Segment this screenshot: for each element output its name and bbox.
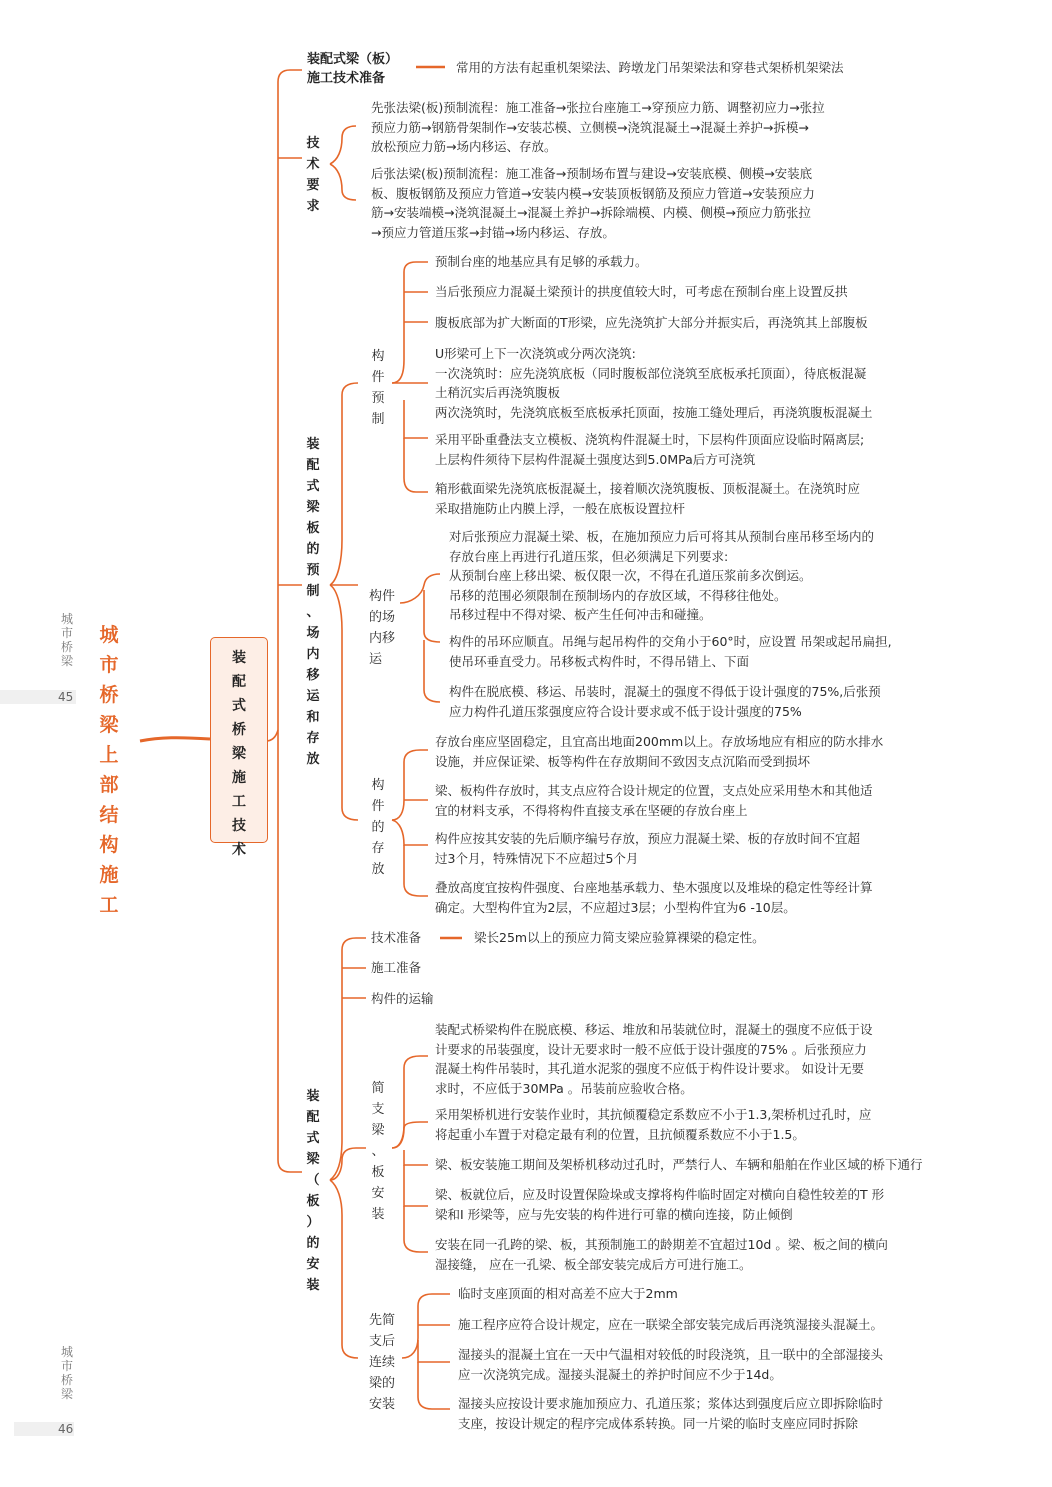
sec3-sub1-item: 箱形截面梁先浇筑底板混凝土，接着顺次浇筑腹板、顶板混凝土。在浇筑时应 采取措施防止内膜上浮，一般在底板设置拉杆	[435, 481, 861, 516]
sec4-label: 装 配 式 梁 （ 板 ） 的 安 装	[306, 1089, 320, 1293]
sec4-sub2-item: 湿接头应按设计要求施加预应力、孔道压浆；浆体达到强度后应立即拆除临时 支座，按设计规定的程序完成体系转换。同一片梁的临时支座应同时拆除	[458, 1396, 884, 1431]
sec4-tech-prep: 技术准备	[371, 930, 422, 945]
sec3-sub3-label: 构 件 的 存 放	[371, 778, 385, 877]
sec4-transport: 构件的运输	[371, 991, 434, 1006]
sec2-item-posttension: 后张法梁(板)预制流程：施工准备→预制场布置与建设→安装底模、侧模→安装底 板、腹板钢筋及预应力管道→安装内模→安装顶板钢筋及预应力管道→安装预应力 筋→安装端模→浇筑混凝土→混凝土养护→拆除端模、内模、侧模→预应力筋张拉 →预应力管道压浆→封锚→场内移运、存放。	[371, 166, 815, 240]
sec3-sub1-item: 当后张预应力混凝土梁预计的拱度值较大时，可考虑在预制台座上设置反拱	[435, 284, 848, 299]
sec4-sub1-item: 采用架桥机进行安装作业时，其抗倾覆稳定系数应不小于1.3,架桥机过孔时，应 将起重小车置于对稳定最有利的位置，且抗倾覆系数应不小于1.5。	[435, 1107, 872, 1142]
sec1-heading: 装配式梁（板） 施工技术准备	[307, 52, 399, 86]
side-label-top: 城 市 桥 梁	[60, 612, 73, 668]
sec3-label: 装 配 式 梁 板 的 预 制 、 场 内 移 运 和 存 放	[306, 437, 320, 767]
sec4-sub1-item: 梁、板安装施工期间及架桥机移动过孔时，严禁行人、车辆和船舶在作业区域的桥下通行	[435, 1157, 923, 1172]
sec3-sub3-item: 存放台座应坚固稳定，且宜高出地面200mm以上。存放场地应有相应的防水排水 设施，并应保证梁、板等构件在存放期间不致因支点沉陷而受到损坏	[435, 734, 884, 769]
sec3-sub3-item: 梁、板构件存放时，其支点应符合设计规定的位置，支点处应采用垫木和其他适 宜的材料支承，不得将构件直接支承在坚硬的存放台座上	[435, 783, 873, 818]
sec3-sub3-item: 叠放高度宜按构件强度、台座地基承载力、垫木强度以及堆垛的稳定性等经计算 确定。大型构件宜为2层，不应超过3层；小型构件宜为6 -10层。	[435, 880, 873, 915]
sec3-sub2-label: 构件 的场 内移 运	[369, 589, 396, 667]
center-topic-box	[210, 637, 268, 858]
page-number-top: 45	[58, 690, 74, 704]
sec3-sub2-item: 对后张预应力混凝土梁、板，在施加预应力后可将其从预制台座吊移至场内的 存放台座上再进行孔道压浆，但必须满足下列要求: 从预制台座上移出梁、板仅限一次，不得在孔道压浆前多次倒运。 吊移的范围必须限制在预制场内的存放区域，不得移往他处。 吊移过程中不得对梁、板产生任何冲击和碰撞。	[449, 529, 875, 622]
sec4-sub2-label: 先简 支后 连续 梁的 安装	[369, 1313, 396, 1412]
sec3-sub1-item: 腹板底部为扩大断面的T形梁，应先浇筑扩大部分并振实后，再浇筑其上部腹板	[435, 315, 868, 330]
sec3-sub2-item: 构件在脱底模、移运、吊装时，混凝土的强度不得低于设计强度的75%,后张预 应力构件孔道压浆强度应符合设计要求或不低于设计强度的75%	[449, 684, 881, 719]
page-number-bottom: 46	[58, 1422, 74, 1436]
sec4-sub1-item: 梁、板就位后，应及时设置保险垛或支撑将构件临时固定对横向自稳性较差的T 形 梁和I 形梁等，应与先安装的构件进行可靠的横向连接，防止倾倒	[435, 1187, 885, 1222]
sec4-tech-prep-text: 梁长25m以上的预应力简支梁应验算裸梁的稳定性。	[474, 930, 765, 945]
sec3-sub2-item: 构件的吊环应顺直。吊绳与起吊构件的交角小于60°时，应设置 吊架或起吊扁担, 使吊环垂直受力。吊移板式构件时，不得吊错上、下面	[449, 634, 892, 669]
sec3-sub1-item: U形梁可上下一次浇筑或分两次浇筑: 一次浇筑时：应先浇筑底板（同时腹板部位浇筑至底板承托顶面），待底板混凝 土稍沉实后再浇筑腹板 两次浇筑时，先浇筑底板至底板承托顶面，按施工缝处理后，再浇筑腹板混凝土	[435, 346, 873, 420]
sec2-item-pretension: 先张法梁(板)预制流程：施工准备→张拉台座施工→穿预应力筋、调整初应力→张拉 预应力筋→钢筋骨架制作→安装芯模、立侧模→浇筑混凝土→混凝土养护→拆模→ 放松预应力筋→场内移运、存放。	[371, 100, 825, 154]
sec3-sub1-item: 采用平卧重叠法支立模板、浇筑构件混凝土时，下层构件顶面应设临时隔离层; 上层构件须待下层构件混凝土强度达到5.0MPa后方可浇筑	[435, 432, 865, 467]
sec3-sub3-item: 构件应按其安装的先后顺序编号存放，预应力混凝土梁、板的存放时间不宜超 过3个月，特殊情况下不应超过5个月	[435, 831, 861, 866]
sec4-sub2-item: 施工程序应符合设计规定，应在一联梁全部安装完成后再浇筑湿接头混凝土。	[458, 1317, 884, 1332]
sec4-sub2-item: 临时支座顶面的相对高差不应大于2mm	[458, 1286, 678, 1301]
sec4-sub1-item: 安装在同一孔跨的梁、板，其预制施工的龄期差不宜超过10d 。梁、板之间的横向 湿接缝， 应在一孔梁、板全部安装完成后方可进行施工。	[435, 1237, 888, 1272]
sec1-text: 常用的方法有起重机架梁法、跨墩龙门吊架梁法和穿巷式架桥机架梁法	[456, 60, 844, 75]
center-topic-text: 装 配 式 桥 梁 施 工 技 术	[232, 650, 246, 858]
side-label-bottom: 城 市 桥 梁	[60, 1345, 73, 1401]
sec3-sub1-label: 构 件 预 制	[371, 349, 385, 427]
sec2-label: 技 术 要 求	[306, 136, 320, 214]
main-title: 城 市 桥 梁 上 部 结 构 施 工	[99, 624, 119, 916]
sec3-sub1-item: 预制台座的地基应具有足够的承载力。	[435, 254, 648, 269]
sec4-sub1-item: 装配式桥梁构件在脱底模、移运、堆放和吊装就位时，混凝土的强度不应低于设 计要求的吊装强度，设计无要求时一般不应低于设计强度的75% 。后张预应力 混凝土构件吊装时，其孔道水泥浆的强度不应低于构件设计要求。 如设计无要 求时，不应低于30MPa 。吊装前应验收合格。	[435, 1022, 873, 1096]
sec4-sub2-item: 湿接头的混凝土宜在一天中气温相对较低的时段浇筑，且一联中的全部湿接头 应一次浇筑完成。湿接头混凝土的养护时间应不少于14d。	[458, 1347, 884, 1382]
sec4-sub1-label: 简 支 梁 、 板 安 装	[371, 1081, 385, 1222]
sec4-construction-prep: 施工准备	[371, 960, 422, 975]
